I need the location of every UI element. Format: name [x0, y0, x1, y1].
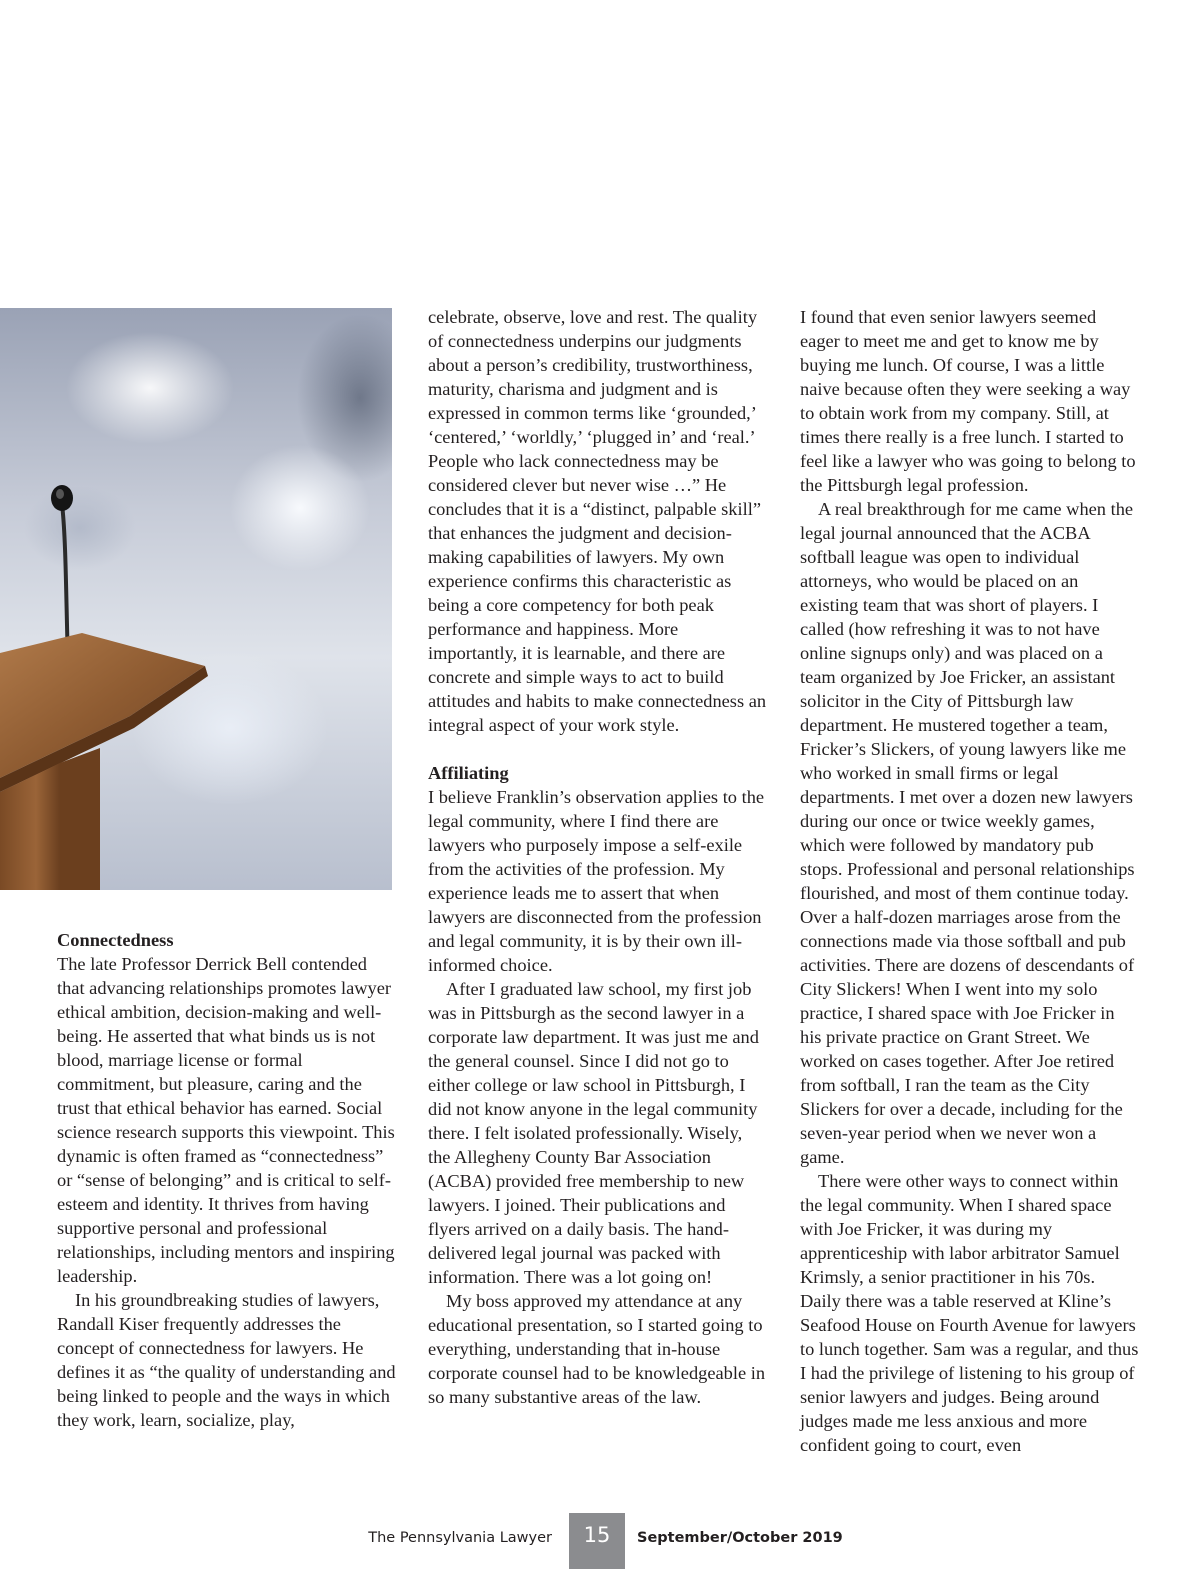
podium-microphone-icon — [0, 308, 392, 890]
paragraph: A real breakthrough for me came when the legal journal announced that the ACBA softball league was open to individual attorneys, who would be placed on an existing team that was short of players. I called (how refreshing it was to not have online signups only) and was placed on a team organized by Joe Fricker, an assistant solicitor in the City of Pittsburgh law department. He mustered together a team, Fricker’s Slickers, of young lawyers like me who worked in small firms or legal departments. I met over a dozen new lawyers during our once or twice weekly games, which were followed by mandatory pub stops. Professional and personal relationships flourished, and most of them continue today. Over a half-dozen marriages arose from the connections made via those softball and pub activities. There are dozens of descendants of City Slickers! When I went into my solo practice, I shared space with Joe Fricker in his private practice on Grant Street. We worked on cases together. After Joe retired from softball, I ran the team as the City Slickers for over a decade, including for the seven-year period when we never won a game. — [800, 499, 1135, 1167]
paragraph: In his groundbreaking studies of lawyers, Randall Kiser frequently addresses the concept of connectedness for lawyers. He defines it as “the quality of understanding and being linked to people and the ways in which they work, learn, socialize, play, — [57, 1290, 396, 1430]
paragraph: After I graduated law school, my first job was in Pittsburgh as the second lawyer in a corporate law department. It was just me and the general counsel. Since I did not go to either college or law school in Pittsburgh, I did not know anyone in the legal community there. I felt isolated professionally. Wisely, the Allegheny County Bar Association (ACBA) provided free membership to new lawyers. I joined. Their publications and flyers arrived on a daily basis. The hand-delivered legal journal was packed with information. There was a lot going on! — [428, 979, 759, 1287]
paragraph: My boss approved my attendance at any educational presentation, so I started going to everything, understanding that in-house corporate counsel had to be knowledgeable in so many substantive areas of the law. — [428, 1291, 766, 1407]
issue-date: September/October 2019 — [637, 1530, 843, 1546]
paragraph: The late Professor Derrick Bell contended that advancing relationships promotes lawyer ethical ambition, decision-making and well-being. He asserted that what binds us is not blood, marriage license or formal commitment, but pleasure, caring and the trust that ethical behavior has earned. Social science research supports this viewpoint. This dynamic is often framed as “connectedness” or “sense of belonging” and is critical to self-esteem and identity. It thrives from having supportive personal and professional relationships, including mentors and inspiring leadership. — [57, 954, 395, 1286]
page-number: 15 — [583, 1523, 611, 1547]
publication-name: The Pennsylvania Lawyer — [368, 1530, 552, 1546]
paragraph: I believe Franklin’s observation applies to the legal community, where I find there are lawyers who purposely impose a self-exile from the activities of the profession. My experience leads me to assert that when lawyers are disconnected from the profession and legal community, it is by their own ill-informed choice. — [428, 787, 765, 975]
paragraph: I found that even senior lawyers seemed eager to meet me and get to know me by buying me lunch. Of course, I was a little naive because often they were seeking a way to obtain work from my company. Still, at times there really is a free lunch. I started to feel like a lawyer who was going to belong to the Pittsburgh legal profession. — [800, 307, 1136, 495]
section-heading-connectedness: Connectedness — [57, 930, 174, 950]
podium-top — [0, 633, 205, 778]
paragraph: There were other ways to connect within the legal community. When I shared space with Joe Fricker, it was during my apprenticeship with labor arbitrator Samuel Krimsly, a senior practitioner in his 70s. Daily there was a table reserved at Kline’s Seafood House on Fourth Avenue for lawyers to lunch together. Sam was a regular, and thus I had the privilege of listening to his group of senior lawyers and judges. Being around judges made me less anxious and more confident going to court, even — [800, 1171, 1139, 1455]
page-number-box — [569, 1513, 625, 1569]
podium-photo — [0, 308, 392, 890]
column-2 — [428, 305, 768, 1409]
section-heading-affiliating: Affiliating — [428, 763, 509, 783]
column-1 — [57, 928, 397, 1432]
column-3 — [800, 305, 1140, 1457]
page-footer — [0, 1513, 1200, 1569]
paragraph: celebrate, observe, love and rest. The quality of connectedness underpins our judgments about a person’s credibility, trustworthiness, maturity, charisma and judgment and is expressed in common terms like ‘grounded,’ ‘centered,’ ‘worldly,’ ‘plugged in’ and ‘real.’ People who lack connectedness may be considered clever but never wise …” He concludes that it is a “distinct, palpable skill” that enhances the judgment and decision-making capabilities of lawyers. My own experience confirms this characteristic as being a core competency for both peak performance and happiness. More importantly, it is learnable, and there are concrete and simple ways to act to build attitudes and habits to make connectedness an integral aspect of your work style. — [428, 307, 767, 735]
